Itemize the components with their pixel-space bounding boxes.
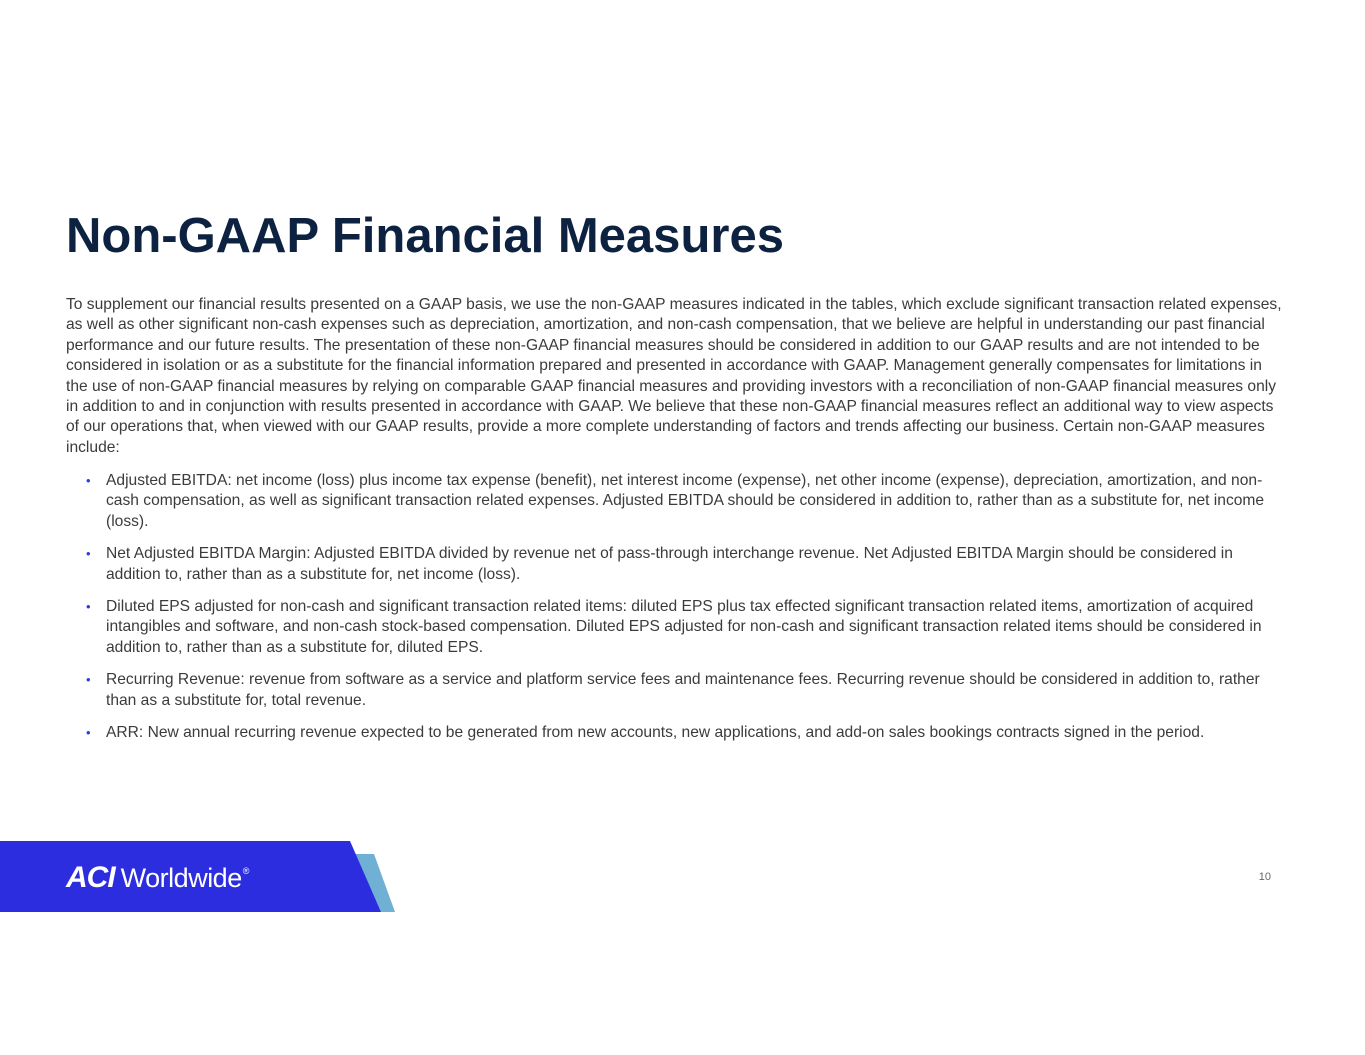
bullet-marker: •: [86, 599, 91, 615]
list-item: [86, 597, 1278, 658]
page-number: 10: [1258, 871, 1271, 883]
bullet-marker: •: [86, 473, 91, 488]
list-item-text: Adjusted EBITDA: net income (loss) plus income tax expense (benefit), net interest income (expense), net other income (expense), depreciation, amortization, and non-cash compensation, as well as significant transaction related expenses. Adjusted EBITDA should be considered in addition to, rather than as a substitute for, net income (loss).: [106, 472, 1265, 530]
list-item: [86, 544, 1278, 585]
list-item-text: Net Adjusted EBITDA Margin: Adjusted EBITDA divided by revenue net of pass-through interchange revenue. Net Adjusted EBITDA Margin should be considered in addition to, rather than as a substitute for, net income (loss).: [106, 545, 1233, 583]
list-item: [86, 723, 1278, 743]
registered-mark: ®: [242, 866, 250, 876]
list-item-text: ARR: New annual recurring revenue expected to be generated from new accounts, new applications, and add-on sales bookings contracts signed in the period.: [106, 724, 1205, 742]
bullet-marker: •: [86, 546, 91, 562]
bullet-marker: •: [86, 672, 91, 688]
list-item-text: Diluted EPS adjusted for non-cash and significant transaction related items: diluted EPS plus tax effected significant transaction related items, amortization of acquired intangibles and software, and non-cash stock-based compensation. Diluted EPS adjusted for non-cash and significant transaction related items should be considered in addition to, rather than as a substitute for, diluted EPS.: [106, 598, 1262, 656]
logo-wordmark: Worldwide: [120, 863, 242, 893]
bullet-marker: •: [86, 725, 91, 741]
intro-paragraph: To supplement our financial results presented on a GAAP basis, we use the non-GAAP measures indicated in the tables, which exclude significant transaction related expenses, as well as other significant non-cash expenses such as depreciation, amortization, and non-cash compensation, that we believe are helpful in understanding our past financial performance and our future results. The presentation of these non-GAAP financial measures should be considered in addition to our GAAP results and are not intended to be considered in isolation or as a substitute for the financial information prepared and presented in accordance with GAAP. Management generally compensates for limitations in the use of non-GAAP financial measures by relying on comparable GAAP financial measures and providing investors with a reconciliation of non-GAAP financial measures only in addition to and in conjunction with results presented in accordance with GAAP. We believe that these non-GAAP financial measures reflect an additional way to view aspects of our operations that, when viewed with our GAAP results, provide a more complete understanding of factors and trends affecting our business. Certain non-GAAP measures include:: [66, 296, 1282, 456]
logo-mark: ACI: [66, 861, 115, 894]
measures-list: [86, 471, 1278, 755]
page-title: Non-GAAP Financial Measures: [66, 209, 784, 263]
list-item: [86, 670, 1278, 711]
list-item-text: Recurring Revenue: revenue from software as a service and platform service fees and maintenance fees. Recurring revenue should be considered in addition to, rather than as a substitute for, total revenue.: [106, 671, 1260, 709]
aci-worldwide-logo: [66, 861, 249, 895]
list-item: [86, 471, 1278, 532]
